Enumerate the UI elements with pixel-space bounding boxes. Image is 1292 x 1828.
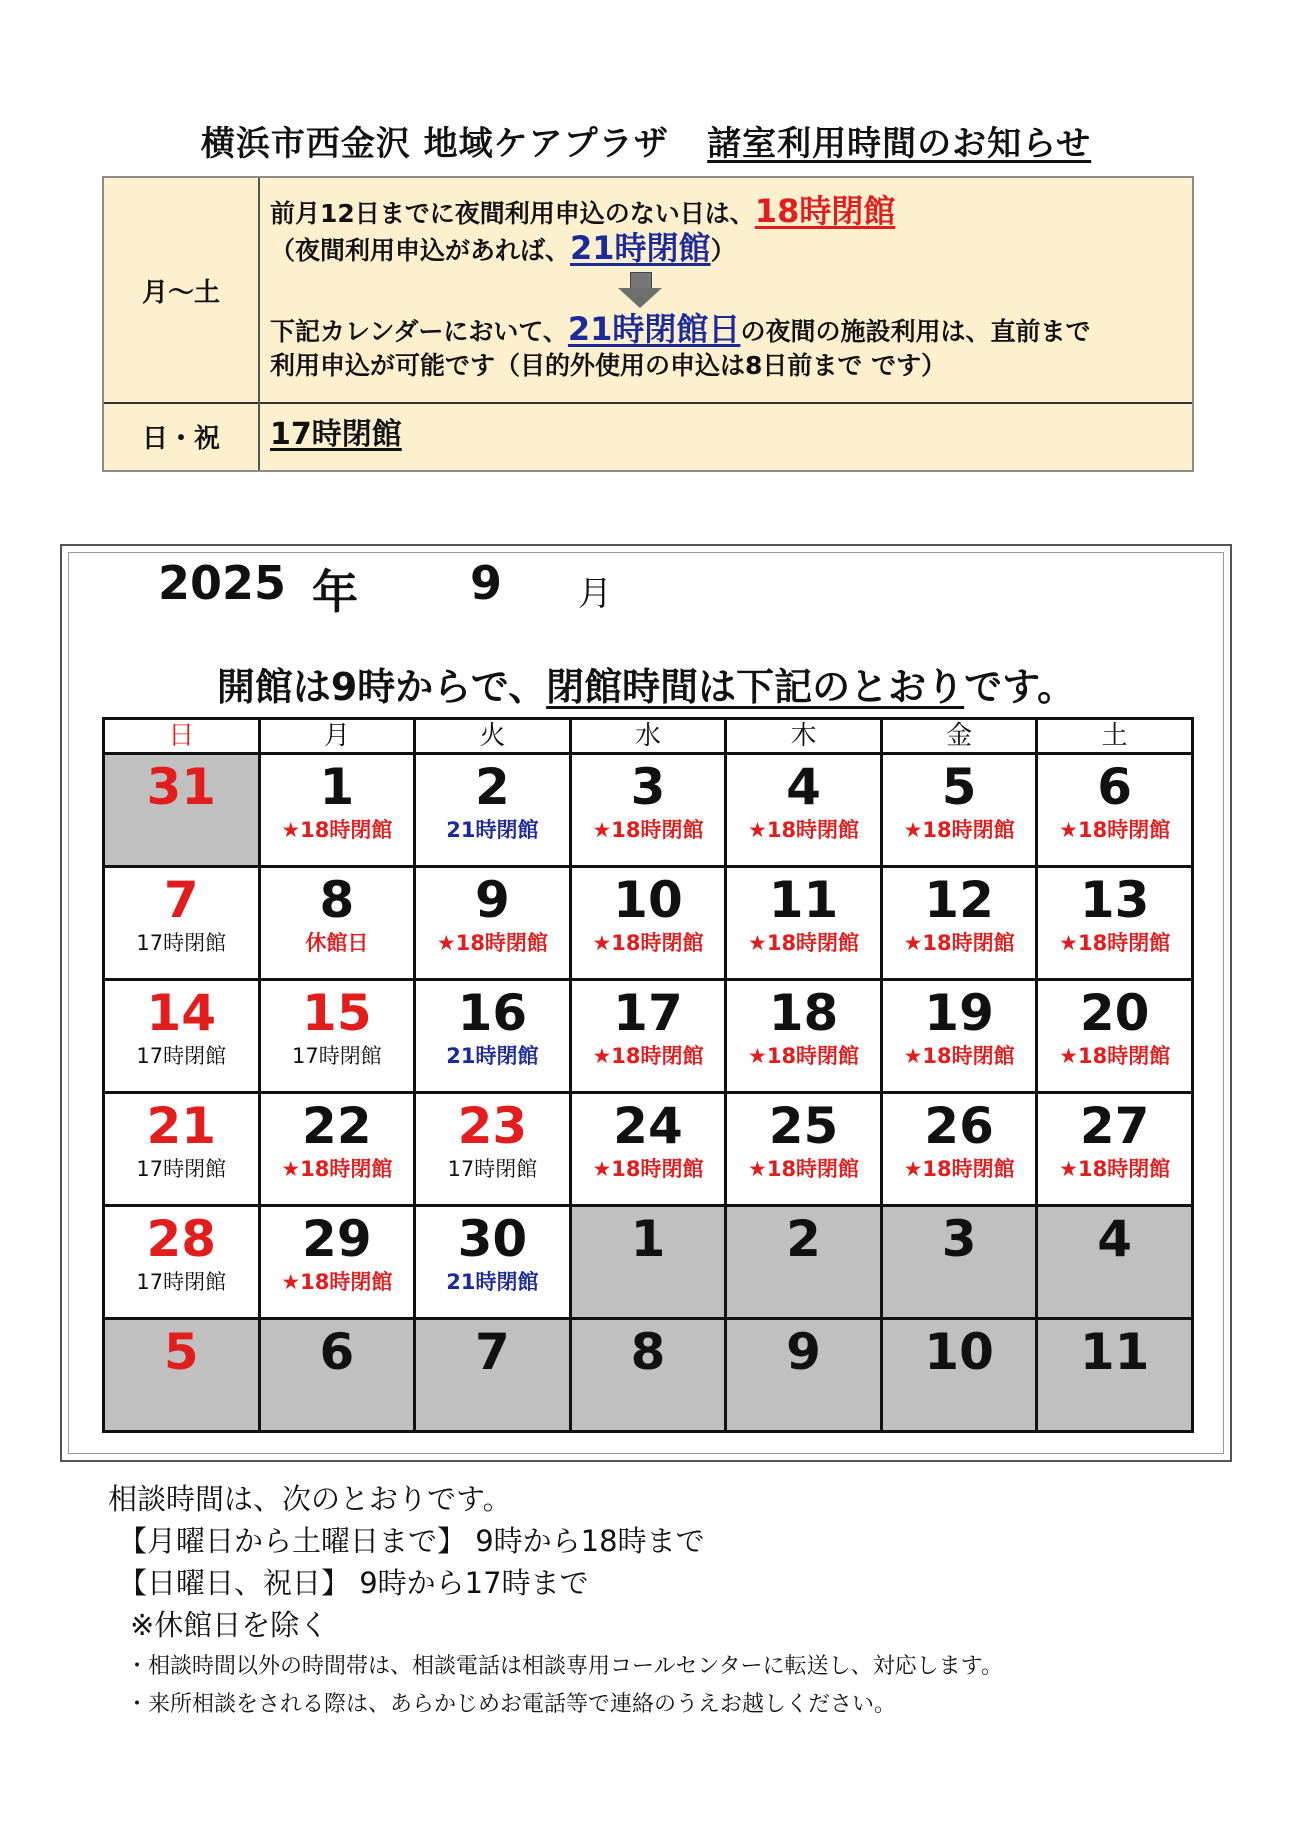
calendar-day: [881, 754, 1037, 867]
calendar-day: [726, 1206, 882, 1319]
calendar-day: [415, 754, 571, 867]
calendar-day: [1037, 867, 1193, 980]
title-sub: 諸室利用時間のお知らせ: [707, 124, 1092, 164]
calendar-day: [1037, 1319, 1193, 1432]
calendar-day: [104, 867, 260, 980]
day-number: 25: [768, 1097, 839, 1155]
calendar-day: [726, 980, 882, 1093]
weekday-body: [270, 194, 1182, 383]
consult-line: ※休館日を除く: [130, 1608, 329, 1642]
calendar-day: [726, 1319, 882, 1432]
calendar-day: [1037, 1093, 1193, 1206]
calendar-day: [570, 980, 726, 1093]
closing-note: 21時閉館: [446, 1270, 539, 1294]
closing-note: ★18時閉館: [748, 1044, 860, 1068]
calendar-day: [259, 980, 415, 1093]
closing-note: ★18時閉館: [1059, 818, 1171, 842]
closing-note: 17時閉館: [136, 1044, 227, 1068]
closing-note: ★18時閉館: [592, 818, 704, 842]
calendar-day: [415, 980, 571, 1093]
consult-note: ・来所相談をされる際は、あらかじめお電話等で連絡のうえお越しください。: [126, 1692, 897, 1717]
day-number: 1: [319, 758, 355, 816]
calendar-day: [570, 1319, 726, 1432]
closing-note: 21時閉館: [446, 1044, 539, 1068]
calendar-month: 9: [470, 556, 503, 610]
closing-note: ★18時閉館: [1059, 1157, 1171, 1181]
consult-hours: [108, 1478, 705, 1646]
subtitle-underlined: 閉館時間は下記のとおり: [546, 665, 965, 709]
closing-note: ★18時閉館: [903, 818, 1015, 842]
closing-note: 17時閉館: [447, 1157, 538, 1181]
closing-note: 休館日: [305, 931, 369, 955]
calendar-week: [104, 754, 1193, 867]
calendar-day: [104, 1093, 260, 1206]
day-number: 3: [941, 1210, 977, 1268]
calendar-month-unit: 月: [578, 574, 612, 614]
calendar-day: [259, 1319, 415, 1432]
day-number: 31: [146, 758, 217, 816]
calendar-day: [259, 1093, 415, 1206]
calendar-day: [104, 1319, 260, 1432]
closing-note: 17時閉館: [136, 1270, 227, 1294]
calendar-day: [570, 754, 726, 867]
day-number: 4: [1097, 1210, 1133, 1268]
day-number: 13: [1079, 871, 1150, 929]
calendar-day: [259, 754, 415, 867]
hours-table: [102, 176, 1194, 472]
holiday-label: 日・祝: [104, 402, 260, 470]
day-number: 18: [768, 984, 839, 1042]
day-number: 8: [630, 1323, 666, 1381]
weekday-header: 金: [881, 719, 1037, 754]
calendar-day: [259, 1206, 415, 1319]
calendar-week: [104, 1319, 1193, 1432]
weekday-header: 月: [259, 719, 415, 754]
closing-note: ★18時閉館: [281, 818, 393, 842]
calendar-day: [104, 754, 260, 867]
consult-note: ・相談時間以外の時間帯は、相談電話は相談専用コールセンターに転送し、対応します。: [126, 1654, 1003, 1679]
day-number: 14: [146, 984, 217, 1042]
closing-note: ★18時閉館: [281, 1157, 393, 1181]
weekday-header: 土: [1037, 719, 1193, 754]
day-number: 8: [319, 871, 355, 929]
day-number: 7: [163, 871, 199, 929]
hours-21-close-day: 21時閉館日: [567, 310, 741, 348]
calendar-day: [726, 1093, 882, 1206]
closing-note: ★18時閉館: [592, 1044, 704, 1068]
calendar-day: [415, 867, 571, 980]
closing-note: ★18時閉館: [748, 1157, 860, 1181]
day-number: 1: [630, 1210, 666, 1268]
title-main: 横浜市西金沢 地域ケアプラザ: [200, 124, 669, 164]
calendar-day: [415, 1093, 571, 1206]
closing-note: ★18時閉館: [281, 1270, 393, 1294]
closing-note: ★18時閉館: [903, 1044, 1015, 1068]
closing-note: ★18時閉館: [903, 1157, 1015, 1181]
day-number: 21: [146, 1097, 217, 1155]
calendar-day: [570, 1093, 726, 1206]
calendar-day: [104, 980, 260, 1093]
calendar-day: [881, 1206, 1037, 1319]
closing-note: 17時閉館: [291, 1044, 382, 1068]
day-number: 17: [613, 984, 683, 1042]
closing-note: 17時閉館: [136, 931, 227, 955]
closing-note: 17時閉館: [136, 1157, 227, 1181]
day-number: 29: [302, 1210, 372, 1268]
day-number: 23: [457, 1097, 528, 1155]
weekday-header: 日: [104, 719, 260, 754]
calendar-day: [726, 754, 882, 867]
day-number: 12: [924, 871, 994, 929]
hours-18-close: 18時閉館: [754, 192, 896, 230]
day-number: 2: [786, 1210, 821, 1268]
calendar-day: [881, 867, 1037, 980]
day-number: 2: [475, 758, 510, 816]
day-number: 6: [1097, 758, 1133, 816]
day-number: 9: [475, 871, 510, 929]
day-number: 9: [786, 1323, 821, 1381]
day-number: 16: [457, 984, 528, 1042]
hours-line4: 利用申込が可能です（目的外使用の申込は8日前まで です）: [270, 351, 947, 380]
day-number: 10: [924, 1323, 994, 1381]
calendar-day: [1037, 1206, 1193, 1319]
closing-note: ★18時閉館: [748, 818, 860, 842]
day-number: 22: [302, 1097, 372, 1155]
weekday-header: 木: [726, 719, 882, 754]
day-number: 5: [163, 1323, 199, 1381]
day-number: 10: [613, 871, 683, 929]
day-number: 7: [475, 1323, 510, 1381]
consult-line: 【日曜日、祝日】 9時から17時まで: [118, 1566, 589, 1600]
calendar-day: [881, 980, 1037, 1093]
calendar-day: [415, 1319, 571, 1432]
day-number: 11: [1079, 1323, 1150, 1381]
hours-line3-text: 下記カレンダーにおいて、: [270, 317, 568, 346]
closing-note: ★18時閉館: [903, 931, 1015, 955]
closing-note: 21時閉館: [446, 818, 539, 842]
calendar-year-unit: 年: [312, 565, 358, 619]
calendar-week: [104, 980, 1193, 1093]
calendar-year: 2025: [158, 556, 287, 610]
calendar-day: [881, 1319, 1037, 1432]
down-arrow-icon: [270, 268, 1182, 312]
consult-line: 【月曜日から土曜日まで】 9時から18時まで: [118, 1524, 705, 1558]
weekday-header: 火: [415, 719, 571, 754]
calendar-week: [104, 867, 1193, 980]
closing-note: ★18時閉館: [592, 1157, 704, 1181]
day-number: 27: [1079, 1097, 1150, 1155]
day-number: 26: [924, 1097, 994, 1155]
closing-note: ★18時閉館: [748, 931, 860, 955]
day-number: 5: [941, 758, 977, 816]
calendar-week: [104, 1093, 1193, 1206]
hours-21-close: 21時閉館: [570, 229, 711, 267]
calendar-day: [570, 1206, 726, 1319]
day-number: 4: [786, 758, 821, 816]
day-number: 3: [630, 758, 666, 816]
closing-note: ★18時閉館: [1059, 931, 1171, 955]
day-number: 6: [319, 1323, 355, 1381]
day-number: 28: [146, 1210, 217, 1268]
day-number: 30: [457, 1210, 528, 1268]
hours-line2-end: ）: [710, 236, 736, 265]
calendar-subtitle: [0, 656, 1292, 711]
calendar-day: [570, 867, 726, 980]
day-number: 15: [302, 984, 372, 1042]
closing-note: ★18時閉館: [436, 931, 548, 955]
day-number: 24: [613, 1097, 683, 1155]
calendar-day: [104, 1206, 260, 1319]
calendar-grid: [102, 717, 1194, 1433]
hours-row-holiday: [104, 402, 1192, 470]
holiday-value: 17時閉館: [270, 417, 402, 452]
subtitle-post: です。: [964, 665, 1076, 709]
calendar-day: [415, 1206, 571, 1319]
hours-line1-text: 前月12日までに夜間利用申込のない日は、: [270, 199, 755, 228]
calendar-day: [259, 867, 415, 980]
day-number: 11: [768, 871, 839, 929]
page-title: [0, 116, 1292, 165]
subtitle-pre: 開館は9時からで、: [216, 665, 547, 709]
hours-row-weekday: [104, 178, 1192, 404]
hours-line3-end: の夜間の施設利用は、直前まで: [740, 317, 1091, 346]
weekday-header: 水: [570, 719, 726, 754]
consult-notes: [126, 1648, 1003, 1724]
hours-line2-text: （夜間利用申込があれば、: [270, 236, 571, 265]
calendar-day: [1037, 980, 1193, 1093]
day-number: 19: [924, 984, 994, 1042]
calendar-day: [726, 867, 882, 980]
closing-note: ★18時閉館: [1059, 1044, 1171, 1068]
closing-note: ★18時閉館: [592, 931, 704, 955]
weekday-label: 月～土: [104, 178, 260, 402]
day-number: 20: [1079, 984, 1150, 1042]
calendar-day: [881, 1093, 1037, 1206]
consult-line: 相談時間は、次のとおりです。: [108, 1482, 512, 1516]
calendar-day: [1037, 754, 1193, 867]
calendar-week: [104, 1206, 1193, 1319]
